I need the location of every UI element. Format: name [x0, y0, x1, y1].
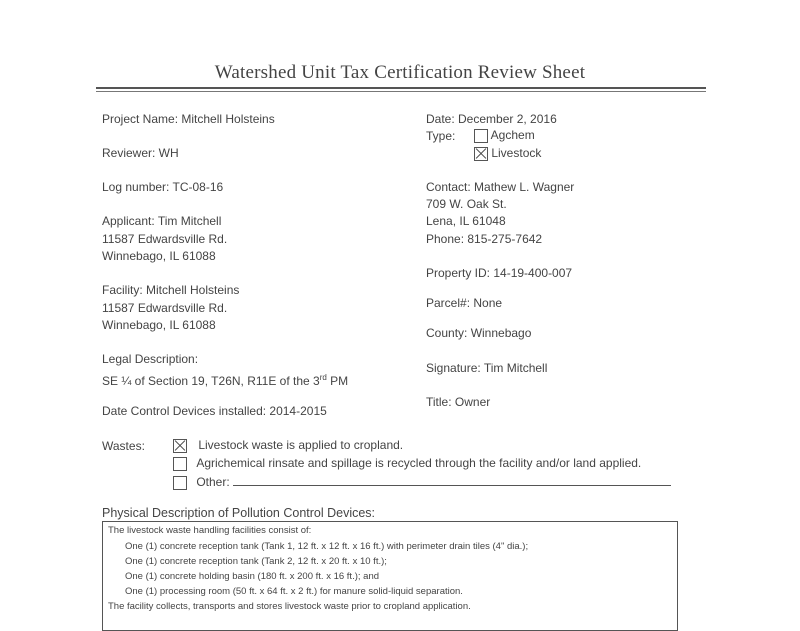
waste-other-text: Other:: [196, 475, 230, 489]
reviewer: Reviewer: WH: [102, 146, 179, 160]
owner-title: Title: Owner: [426, 395, 491, 409]
waste-other-checkbox[interactable]: [173, 476, 187, 490]
legal-description-label: Legal Description:: [102, 352, 199, 366]
agchem-checkbox[interactable]: [474, 129, 488, 143]
review-date: Date: December 2, 2016: [426, 112, 557, 126]
project-name: Project Name: Mitchell Holsteins: [102, 112, 275, 126]
page-title: Watershed Unit Tax Certification Review Sheet: [214, 62, 586, 83]
legal-description-tail: PM: [326, 374, 349, 388]
waste-livestock-row: [173, 437, 403, 454]
type-livestock-row: [474, 145, 541, 162]
type-label: Type:: [426, 129, 456, 143]
physical-line: One (1) concrete reception tank (Tank 2, 12 ft. x 20 ft. x 10 ft.);: [125, 556, 387, 567]
waste-agrichemical-row: [173, 455, 641, 472]
facility-street: 11587 Edwardsville Rd.: [102, 301, 228, 315]
date-installed: Date Control Devices installed: 2014-2015: [102, 404, 327, 418]
physical-line: The facility collects, transports and stores livestock waste prior to cropland application.: [108, 601, 471, 612]
livestock-checkbox[interactable]: [474, 147, 488, 161]
facility-name: Facility: Mitchell Holsteins: [102, 283, 240, 297]
physical-line: One (1) processing room (50 ft. x 64 ft. x 2 ft.) for manure solid-liquid separation.: [125, 586, 463, 597]
legal-description: [102, 369, 348, 390]
applicant-street: 11587 Edwardsville Rd.: [102, 232, 228, 246]
title-rule: [96, 87, 706, 89]
facility-city: Winnebago, IL 61088: [102, 318, 216, 332]
agchem-label: Agchem: [490, 128, 535, 142]
waste-other-field[interactable]: [233, 473, 671, 486]
physical-line: One (1) concrete holding basin (180 ft. x 200 ft. x 16 ft.); and: [125, 571, 380, 582]
legal-description-text: SE ¼ of Section 19, T26N, R11E of the 3: [102, 374, 320, 388]
waste-agrichemical-text: Agrichemical rinsate and spillage is recycled through the facility and/or land applied.: [196, 456, 642, 470]
contact-city: Lena, IL 61048: [426, 214, 506, 228]
property-id: Property ID: 14-19-400-007: [426, 266, 573, 280]
physical-line: The livestock waste handling facilities consist of:: [108, 525, 312, 536]
physical-description-heading: Physical Description of Pollution Control Devices:: [102, 506, 376, 520]
type-agchem-row: [474, 127, 535, 144]
parcel-number: Parcel#: None: [426, 296, 503, 310]
contact-street: 709 W. Oak St.: [426, 197, 507, 211]
waste-other-row: [173, 473, 671, 491]
applicant-name: Applicant: Tim Mitchell: [102, 214, 222, 228]
contact-name: Contact: Mathew L. Wagner: [426, 180, 575, 194]
legal-description-sup: rd: [319, 373, 327, 382]
physical-line: One (1) concrete reception tank (Tank 1, 12 ft. x 12 ft. x 16 ft.) with perimeter drain tiles (4" dia.);: [125, 541, 529, 552]
applicant-city: Winnebago, IL 61088: [102, 249, 216, 263]
title-rule-thin: [96, 91, 706, 92]
log-number: Log number: TC-08-16: [102, 180, 224, 194]
signature: Signature: Tim Mitchell: [426, 361, 548, 375]
contact-phone: Phone: 815-275-7642: [426, 232, 543, 246]
waste-agrichemical-checkbox[interactable]: [173, 457, 187, 471]
waste-livestock-text: Livestock waste is applied to cropland.: [198, 438, 404, 452]
waste-livestock-checkbox[interactable]: [173, 439, 187, 453]
wastes-label: Wastes:: [102, 439, 145, 453]
county: County: Winnebago: [426, 326, 532, 340]
livestock-label: Livestock: [491, 146, 542, 160]
